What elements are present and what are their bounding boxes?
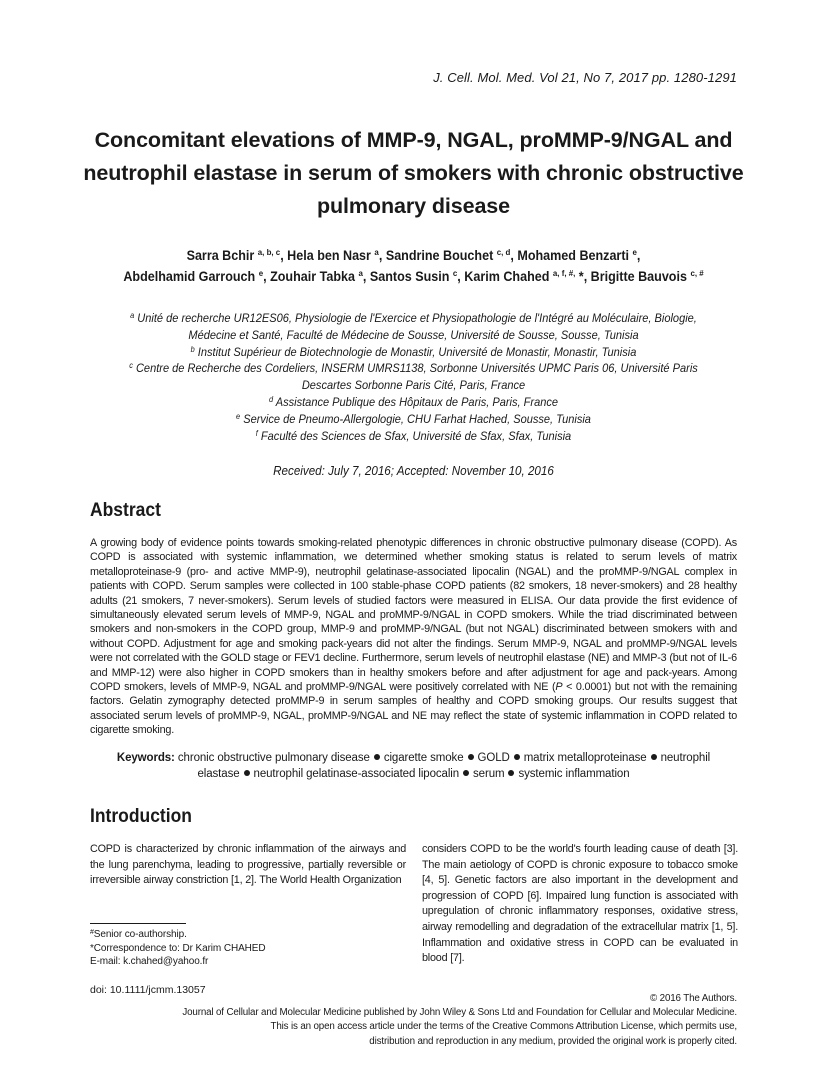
- bullet-icon: [514, 754, 520, 760]
- affiliation: $^e$ Service de Pneumo-Allergologie, CHU Farhat Hached, Sousse, Tunisia: [236, 411, 591, 426]
- bullet-icon: [374, 754, 380, 760]
- keyword: GOLD: [477, 752, 510, 764]
- author: Sandrine Bouchet $^{c, d}$,: [385, 247, 518, 263]
- received-dates: Received: July 7, 2016; Accepted: November 10, 2016: [273, 464, 554, 478]
- author: Karim Chahed $^{a, f, \#,}$ *,: [464, 268, 591, 284]
- affiliation: $^b$ Institut Supérieur de Biotechnologie de Monastir, Université de Monastir, Monastir, Tunisia: [190, 344, 637, 359]
- keyword: serum: [473, 768, 505, 780]
- article-title: Concomitant elevations of MMP-9, NGAL, proMMP-9/NGAL and neutrophil elastase in serum of smokers with chronic obstructive pulmonary disease: [83, 128, 744, 218]
- email-note: E-mail: k.chahed@yahoo.fr: [90, 956, 209, 967]
- bullet-icon: [651, 754, 657, 760]
- introduction-heading: Introduction: [90, 806, 192, 827]
- affiliation: $^f$ Faculté des Sciences de Sfax, Université de Sfax, Sfax, Tunisia: [255, 428, 572, 443]
- keyword: systemic inflammation: [518, 768, 630, 780]
- author: Abdelhamid Garrouch $^e$,: [123, 268, 271, 284]
- senior-authorship-note: #Senior co-authorship.: [90, 929, 187, 940]
- author: Santos Susin $^c$,: [369, 268, 465, 284]
- affiliation: $^d$ Assistance Publique des Hôpitaux de Paris, Paris, France: [268, 394, 559, 409]
- affiliations: [107, 310, 721, 444]
- keyword: neutrophil gelatinase-associated lipocalin: [253, 768, 460, 780]
- correspondence-note: *Correspondence to: Dr Karim CHAHED: [90, 942, 266, 954]
- keyword: cigarette smoke: [383, 752, 464, 764]
- license-line: distribution and reproduction in any medium, provided the original work is properly cited.: [369, 1035, 737, 1047]
- affiliation: $^a$ Unité de recherche UR12ES06, Physiologie de l'Exercice et Physiopathologie de l'Intégré au Moléculaire, Biologie, Médecine et Santé, Faculté de Médecine de Sousse, Université de Sousse, Sousse, Tunisia: [130, 311, 697, 342]
- abstract-heading: Abstract: [90, 500, 161, 521]
- keywords-label: Keywords:: [116, 752, 175, 764]
- bullet-icon: [468, 754, 474, 760]
- bullet-icon: [508, 770, 514, 776]
- copyright-line: © 2016 The Authors.: [650, 993, 737, 1004]
- keyword: matrix metalloproteinase: [523, 752, 647, 764]
- introduction-column-1: COPD is characterized by chronic inflammation of the airways and the lung parenchyma, leading to progressive, partially reversible or irreversible airway constriction [1, 2]. The World Health Organization: [90, 843, 406, 887]
- author-list: [94, 245, 733, 287]
- keywords: [100, 750, 727, 782]
- license-line: This is an open access article under the terms of the Creative Commons Attribution License, which permits use,: [270, 1021, 737, 1033]
- abstract-text: A growing body of evidence points towards smoking-related phenotypic differences in chronic obstructive pulmonary disease (COPD). As COPD is associated with systemic inflammation, we determined whether smoking status is related to serum levels of matrix metalloproteinase-9 (pro- and active MMP-9), neutrophil gelatinase-associated lipocalin (NGAL) and the proMMP-9/NGAL complex in patients with COPD. Serum samples were collected in 100 stable-phase COPD patients (82 smokers, 18 never-smokers) and 28 healthy adults (21 smokers, 7 never-smokers). Serum levels of studied factors were measured in ELISA. Our data provide the first evidence of simultaneously elevated serum levels of MMP-9, NGAL and proMMP-9/NGAL in COPD smokers. While the triad discriminated between smokers and non-smokers in the COPD group, MMP-9 and proMMP-9/NGAL (but not NGAL) discriminated between smokers with and without COPD. Adjustment for age and smoking pack-years did not alter the findings. Serum MMP-9, NGAL and proMMP-9/NGAL levels were not correlated with the GOLD stage or FEV1 decline. Furthermore, serum levels of neutrophil elastase (NE) and MMP-3 (but not of IL-6 and MMP-12) were also higher in COPD smokers than in healthy smokers before and after adjustment for age and pack-years. Among COPD smokers, levels of MMP-9, NGAL and proMMP-9/NGAL were positively correlated with NE (P < 0.0001) but not with the remaining factors. Gelatin zymography detected proMMP-9 in serum samples of healthy and COPD smoking groups. Our results suggest that associated serum levels of proMMP-9, NGAL, proMMP-9/NGAL and NE may reflect the state of systemic inflammation in COPD related to cigarette smoking.: [90, 537, 737, 737]
- affiliation: $^c$ Centre de Recherche des Cordeliers, INSERM UMRS1138, Sorbonne Universités UPMC Paris 06, Université Paris Descartes Sorbonne Paris Cité, Paris, France: [129, 361, 698, 393]
- footnote-divider: [90, 923, 186, 924]
- author: Brigitte Bauvois $^{c, \#}$: [590, 268, 704, 284]
- bullet-icon: [244, 770, 250, 776]
- copyright-notice: [137, 992, 737, 1049]
- footnotes: [90, 928, 265, 969]
- keyword: neutrophil elastase: [197, 752, 711, 780]
- journal-reference: J. Cell. Mol. Med. Vol 21, No 7, 2017 pp. 1280-1291: [433, 70, 737, 85]
- author: Mohamed Benzarti $^e$,: [517, 247, 641, 263]
- introduction-column-2: considers COPD to be the world's fourth leading cause of death [3]. The main aetiology of COPD is chronic exposure to tobacco smoke [4, 5]. Genetic factors are also important in the development and progression of COPD [6]. Impaired lung function is associated with upregulation of chronic inflammatory responses, oxidative stress, airway remodelling and degradation of the extracellular matrix [1, 5]. Inflammation and oxidative stress in COPD can be evaluated in blood [7].: [422, 843, 738, 965]
- publisher-line: Journal of Cellular and Molecular Medicine published by John Wiley & Sons Ltd and Foundation for Cellular and Molecular Medicine.: [182, 1007, 737, 1019]
- author: Sarra Bchir $^{a, b, c}$,: [186, 247, 288, 263]
- keyword: chronic obstructive pulmonary disease: [177, 752, 370, 764]
- doi: doi: 10.1111/jcmm.13057: [90, 984, 206, 996]
- author: Zouhair Tabka $^a$,: [270, 268, 370, 284]
- bullet-icon: [463, 770, 469, 776]
- author: Hela ben Nasr $^a$,: [287, 247, 386, 263]
